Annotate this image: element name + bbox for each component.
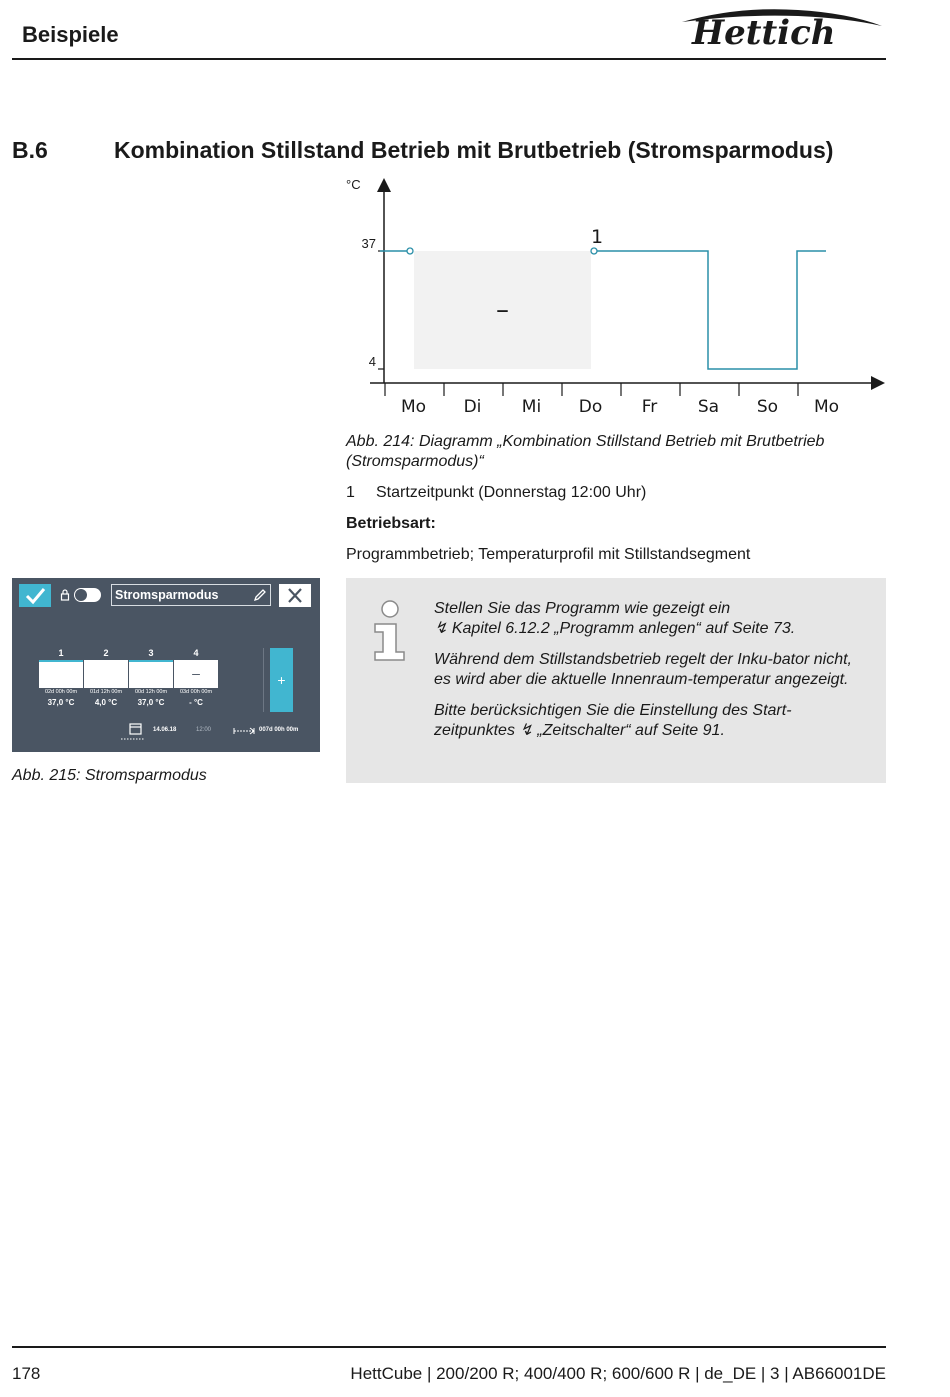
x-axis-arrow	[871, 376, 885, 390]
segment-box	[129, 660, 173, 688]
series-line	[594, 251, 826, 369]
segment-4[interactable]	[174, 648, 218, 707]
add-segment-button[interactable]: +	[270, 648, 293, 712]
segment-duration: 03d 00h 00m	[179, 689, 213, 695]
timer-link[interactable]: „Zeitschalter“ auf Seite 91.	[537, 722, 725, 739]
y-axis-arrow	[377, 178, 391, 192]
page-number: 178	[12, 1364, 41, 1383]
x-tick-label: Sa	[697, 397, 720, 417]
segment-temperature: 37,0 °C	[47, 698, 75, 707]
info-icon	[370, 598, 410, 662]
link-arrow-icon: ↯	[519, 722, 533, 739]
chapter-link[interactable]: Kapitel 6.12.2 „Programm anlegen“ auf Seite 73.	[451, 620, 796, 637]
legend-number: 1	[346, 484, 355, 501]
y-axis-label: °C	[346, 177, 361, 192]
series-endpoint	[407, 248, 413, 254]
toggle-knob	[75, 589, 87, 601]
note-paragraph-1	[434, 599, 864, 639]
program-name-value: Stromsparmodus	[115, 588, 219, 602]
header-title: Beispiele	[22, 22, 119, 47]
segment-temperature: 4,0 °C	[94, 698, 118, 707]
lock-icon	[60, 589, 70, 601]
x-tick-label: Mo	[400, 397, 427, 417]
section-number: B.6	[12, 137, 48, 163]
info-note	[346, 578, 886, 783]
header-rule	[12, 58, 886, 60]
divider	[263, 648, 264, 712]
program-name-field[interactable]	[111, 584, 271, 606]
segment-number: 3	[148, 648, 154, 658]
segment-box: –	[174, 660, 218, 688]
confirm-button[interactable]	[19, 584, 51, 607]
note-paragraph-2: Während dem Stillstandsbetrieb regelt der Inku-bator nicht, es wird aber die aktuelle Innenraum-temperatur angezeigt.	[434, 651, 852, 688]
segment-temperature: 37,0 °C	[137, 698, 165, 707]
temperature-profile-chart	[340, 170, 890, 425]
x-tick-label: Mo	[813, 397, 840, 417]
document-id: HettCube | 200/200 R; 400/400 R; 600/600 R | de_DE | 3 | AB66001DE	[350, 1364, 886, 1383]
operating-mode-label: Betriebsart:	[346, 515, 436, 532]
note-p3-text: Bitte berücksichtigen Sie die Einstellung des Start-zeitpunktes	[434, 702, 792, 739]
series-start-point	[591, 248, 597, 254]
legend-text: Startzeitpunkt (Donnerstag 12:00 Uhr)	[376, 484, 647, 501]
segment-number: 4	[193, 648, 199, 658]
calendar-icon[interactable]	[120, 723, 146, 741]
lock-toggle[interactable]	[74, 588, 101, 602]
link-arrow-icon: ↯	[434, 620, 448, 637]
segment-number: 2	[103, 648, 109, 658]
segment-duration: 01d 12h 00m	[89, 689, 123, 695]
segment-number: 1	[58, 648, 64, 658]
standstill-marker: –	[496, 295, 509, 325]
segment-box	[39, 660, 83, 688]
duration-icon	[232, 726, 256, 736]
legend-item	[346, 484, 646, 502]
x-tick-label: So	[756, 397, 779, 417]
segment-duration: 00d 12h 00m	[134, 689, 168, 695]
footer-rule	[12, 1346, 886, 1348]
segment-1[interactable]	[39, 648, 83, 707]
program-screenshot	[12, 578, 320, 752]
figure-215-caption: Abb. 215: Stromsparmodus	[12, 767, 207, 784]
hettich-logo	[678, 4, 886, 48]
section-title: Kombination Stillstand Betrieb mit Brutbetrieb (Stromsparmodus)	[114, 137, 834, 163]
y-tick-label: 37	[361, 236, 376, 251]
segment-3[interactable]	[129, 648, 173, 707]
x-tick-label: Mi	[521, 397, 542, 417]
operating-mode-text: Programmbetrieb; Temperaturprofil mit Stillstandsegment	[346, 546, 751, 563]
x-tick-label: Fr	[641, 397, 658, 417]
start-annotation: 1	[590, 226, 604, 248]
pencil-icon	[253, 588, 267, 602]
note-p1-line1: Stellen Sie das Programm wie gezeigt ein	[434, 600, 731, 617]
check-icon	[19, 584, 51, 607]
y-tick-label: 4	[368, 354, 376, 369]
segment-duration: 02d 00h 00m	[44, 689, 78, 695]
close-button[interactable]	[279, 584, 311, 607]
x-tick-label: Di	[463, 397, 482, 417]
segment-2[interactable]	[84, 648, 128, 707]
start-time: 12:00	[196, 727, 212, 733]
segment-temperature: - °C	[189, 698, 203, 707]
note-paragraph-3	[434, 701, 864, 741]
segment-box	[84, 660, 128, 688]
logo-text: Hettich	[692, 13, 836, 48]
total-duration: 007d 00h 00m	[259, 727, 299, 733]
x-tick-label: Do	[578, 397, 603, 417]
figure-214-caption: Abb. 214: Diagramm „Kombination Stillstand Betrieb mit Brutbetrieb (Stromsparmodus)“	[346, 433, 825, 470]
start-date: 14.06.18	[153, 727, 177, 733]
close-icon	[279, 584, 311, 607]
